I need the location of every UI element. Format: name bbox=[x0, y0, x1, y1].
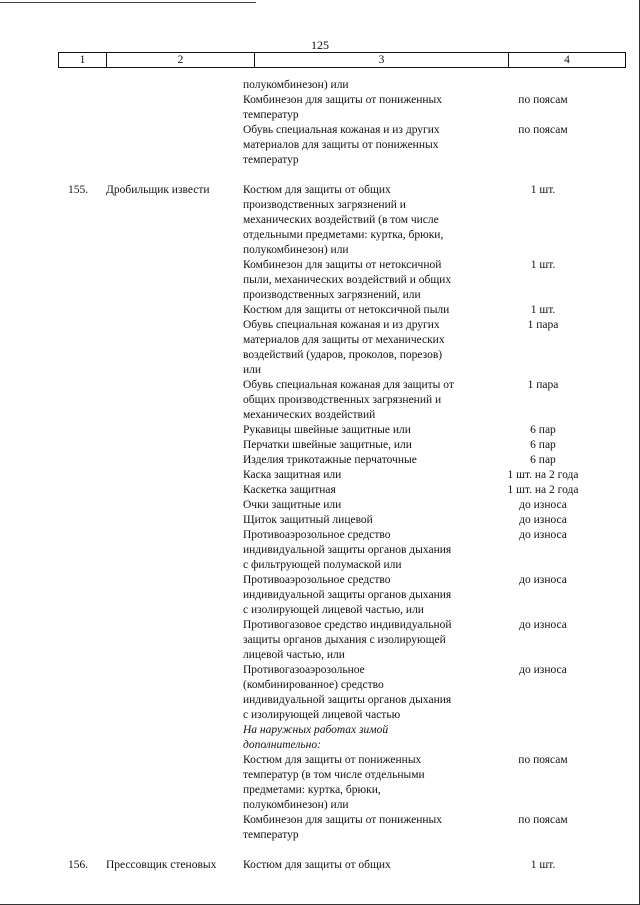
item-description bbox=[243, 483, 488, 498]
item-description bbox=[243, 318, 488, 378]
quantity: по поясам bbox=[518, 124, 568, 136]
item-line: воздействий (ударов, проколов, порезов) bbox=[243, 349, 443, 361]
item-line: полукомбинезон) или bbox=[243, 79, 349, 91]
quantity: 1 шт. на 2 года bbox=[507, 469, 579, 481]
item-description bbox=[243, 258, 488, 303]
item-description bbox=[243, 573, 488, 618]
item-line: защиты органов дыхания с изолирующей bbox=[243, 634, 446, 646]
item-line: дополнительно: bbox=[243, 739, 321, 751]
item-line: полукомбинезон) или bbox=[243, 799, 349, 811]
item-description bbox=[243, 183, 488, 258]
item-description bbox=[243, 378, 488, 423]
quantity: 1 шт. на 2 года bbox=[507, 484, 579, 496]
item-line: температур (в том числе отдельными bbox=[243, 769, 425, 781]
item-line: Комбинезон для защиты от пониженных bbox=[243, 814, 442, 826]
item-description bbox=[243, 78, 488, 93]
item-line: Комбинезон для защиты от пониженных bbox=[243, 94, 442, 106]
item-line: (комбинированное) средство bbox=[243, 679, 384, 691]
quantity: до износа bbox=[519, 619, 567, 631]
item-description bbox=[243, 423, 488, 438]
header-col-2: 2 bbox=[106, 53, 254, 67]
item-line: общих производственных загрязнений и bbox=[243, 394, 442, 406]
quantity: 1 пара bbox=[527, 379, 559, 391]
quantity: по поясам bbox=[518, 754, 568, 766]
quantity: по поясам bbox=[518, 814, 568, 826]
item-line: с изолирующей лицевой частью bbox=[243, 709, 401, 721]
item-description bbox=[243, 453, 488, 468]
header-col-3: 3 bbox=[254, 53, 508, 67]
quantity: до износа bbox=[519, 664, 567, 676]
item-line: полукомбинезон) или bbox=[243, 244, 349, 256]
item-description bbox=[243, 123, 488, 168]
item-line: Костюм для защиты от общих bbox=[243, 859, 391, 871]
item-line: Костюм для защиты от пониженных bbox=[243, 754, 422, 766]
item-line: материалов для защиты от механических bbox=[243, 334, 445, 346]
item-line: механических воздействий bbox=[243, 409, 376, 421]
item-line: Комбинезон для защиты от нетоксичной bbox=[243, 259, 442, 271]
quantity: до износа bbox=[519, 529, 567, 541]
occupation-name: Дробильщик извести bbox=[106, 184, 210, 196]
item-line: Противогазовое средство индивидуальной bbox=[243, 619, 452, 631]
item-line: материалов для защиты от пониженных bbox=[243, 139, 439, 151]
item-line: Противоаэрозольное средство bbox=[243, 529, 391, 541]
item-description bbox=[243, 858, 488, 873]
item-line: Щиток защитный лицевой bbox=[243, 514, 373, 526]
item-description bbox=[243, 618, 488, 663]
item-line: Костюм для защиты от нетоксичной пыли bbox=[243, 304, 450, 316]
entry-number: 155. bbox=[68, 184, 89, 196]
item-description bbox=[243, 528, 488, 573]
item-line: с изолирующей лицевой частью, или bbox=[243, 604, 424, 616]
item-description bbox=[243, 813, 488, 843]
item-line: Противоаэрозольное средство bbox=[243, 574, 391, 586]
item-line: Перчатки швейные защитные, или bbox=[243, 439, 412, 451]
item-line: индивидуальной защиты органов дыхания bbox=[243, 694, 452, 706]
item-line: индивидуальной защиты органов дыхания bbox=[243, 544, 452, 556]
quantity: до износа bbox=[519, 574, 567, 586]
item-description bbox=[243, 498, 488, 513]
quantity: 6 пар bbox=[530, 424, 556, 436]
item-line: Обувь специальная кожаная и из других bbox=[243, 124, 440, 136]
quantity: 1 шт. bbox=[530, 259, 556, 271]
item-description bbox=[243, 93, 488, 123]
item-line: с фильтрующей полумаской или bbox=[243, 559, 402, 571]
quantity: по поясам bbox=[518, 94, 568, 106]
header-col-1: 1 bbox=[79, 54, 86, 66]
item-line: Очки защитные или bbox=[243, 499, 342, 511]
table-header bbox=[58, 52, 626, 68]
item-description bbox=[243, 513, 488, 528]
item-line: производственных загрязнений, или bbox=[243, 289, 421, 301]
item-line: температур bbox=[243, 154, 299, 166]
item-line: механических воздействий (в том числе bbox=[243, 214, 439, 226]
item-description bbox=[243, 753, 488, 813]
item-description bbox=[243, 723, 488, 753]
page-number: 125 bbox=[311, 38, 329, 52]
quantity: 1 шт. bbox=[530, 859, 556, 871]
item-line: Каскетка защитная bbox=[243, 484, 336, 496]
entry-number: 156. bbox=[68, 859, 89, 871]
item-line: Костюм для защиты от общих bbox=[243, 184, 391, 196]
occupation-name: Прессовщик стеновых bbox=[106, 859, 217, 871]
item-line: или bbox=[243, 364, 262, 376]
item-description bbox=[243, 663, 488, 723]
item-description bbox=[243, 303, 488, 318]
item-line: температур bbox=[243, 829, 299, 841]
item-line: предметами: куртка, брюки, bbox=[243, 784, 381, 796]
quantity: 6 пар bbox=[530, 454, 556, 466]
quantity: до износа bbox=[519, 499, 567, 511]
item-description bbox=[243, 468, 488, 483]
item-line: Обувь специальная кожаная для защиты от bbox=[243, 379, 454, 391]
item-line: отдельными предметами: куртка, брюки, bbox=[243, 229, 444, 241]
item-line: Каска защитная или bbox=[243, 469, 342, 481]
item-line: производственных загрязнений и bbox=[243, 199, 406, 211]
item-line: Противогазоаэрозольное bbox=[243, 664, 365, 676]
item-line: Обувь специальная кожаная и из других bbox=[243, 319, 440, 331]
quantity: 1 шт. bbox=[530, 184, 556, 196]
item-line: индивидуальной защиты органов дыхания bbox=[243, 589, 452, 601]
item-line: температур bbox=[243, 109, 299, 121]
item-line: Изделия трикотажные перчаточные bbox=[243, 454, 417, 466]
item-line: На наружных работах зимой bbox=[243, 724, 389, 736]
item-line: лицевой частью, или bbox=[243, 649, 345, 661]
scan-edge-top bbox=[0, 2, 256, 3]
item-description bbox=[243, 438, 488, 453]
quantity: 6 пар bbox=[530, 439, 556, 451]
item-line: пыли, механических воздействий и общих bbox=[243, 274, 452, 286]
header-col-4: 4 bbox=[508, 53, 625, 67]
quantity: 1 пара bbox=[527, 319, 559, 331]
item-line: Рукавицы швейные защитные или bbox=[243, 424, 411, 436]
quantity: до износа bbox=[519, 514, 567, 526]
quantity: 1 шт. bbox=[530, 304, 556, 316]
